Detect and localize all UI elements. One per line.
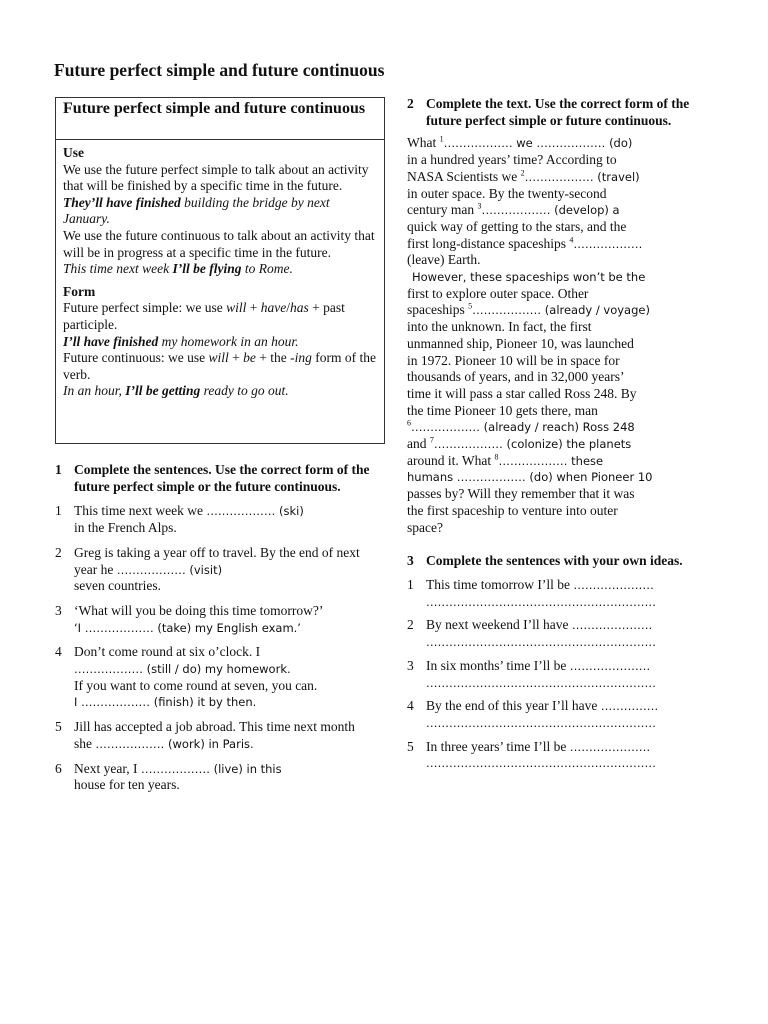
form-heading: Form (63, 283, 96, 299)
grammar-box (55, 97, 385, 444)
exercise-1-item: 3 ‘What will you be doing this time tomorrow?’ ‘I ……………… (take) my English exam.’ (55, 602, 324, 635)
use-text-2: We use the future continuous to talk about an activity that will be in progress at a specific time in the future. (63, 227, 375, 260)
example-1: They’ll have finished building the bridge by next January. (63, 194, 330, 227)
use-text-1: We use the future perfect simple to talk about an activity that will be finished by a specific time in the future. (63, 161, 369, 194)
exercise-3-item: 2 By next weekend I’ll have ………………… …………………………………………………… (407, 617, 656, 650)
exercise-3 (407, 577, 707, 772)
use-heading: Use (63, 145, 84, 160)
exercise-1-item: 4 Don’t come round at six o’clock. I ……………… (still / do) my homework. If you want to come round at seven, you can. I ……………… (finish) it by then. (55, 644, 318, 710)
exercise-3-item: 5 In three years’ time I’ll be ………………… …………………………………………………… (407, 738, 656, 771)
exercise-3-item: 4 By the end of this year I’ll have …………… …………………………………………………… (407, 698, 659, 730)
exercise-1-item: 2 Greg is taking a year off to travel. By the end of next year he ……………… (visit) seven countries. (55, 544, 360, 594)
example-4: In an hour, I’ll be getting ready to go out. (63, 383, 289, 399)
exercise-3-item: 1 This time tomorrow I’ll be ………………… …………………………………………………… (407, 576, 656, 609)
grammar-box-header: Future perfect simple and future continuous (56, 98, 384, 140)
form-text-1: Future perfect simple: we use will + have/has + past participle. (63, 300, 345, 332)
exercise-2-text: What $^1$……………… we ……………… (do) in a hundred years’ time? According to NASA Scientists we $^2$……………… (travel) in outer space. By the twenty-second century man $^3$……………… (develop) a quick way of getting to the stars, and the first long-distance spaceships $^4$……………… (leave) Earth. However, these spaceships won’t be the first to explore outer space. Other spaceships $^5$……………… (already / voyage) into the unknown. In fact, the first unmanned ship, Pioneer 10, was launched in 1972. Pioneer 10 will be in space for thousands of years, and in 32,000 years’ time it will pass a star called Ross 248. By the time Pioneer 10 gets there, man $^6$……………… (already / reach) Ross 248 and $^7$……………… (colonize) the planets around it. What $^8$……………… these humans ……………… (do) when Pioneer 10 passes by? Will they remember that it was the first spaceship to venture into outer space? (407, 134, 653, 535)
example-2: This time next week I’ll be flying to Rome. (63, 261, 293, 277)
exercise-1-item: 1 This time next week we ……………… (ski) in the French Alps. (55, 503, 304, 536)
form-text-2: Future continuous: we use will + be + the -ing form of the verb. (63, 350, 376, 382)
exercise-1-item: 6 Next year, I ……………… (live) in this house for ten years. (55, 760, 282, 793)
exercise-1-item: 5 Jill has accepted a job abroad. This time next month she ……………… (work) in Paris. (55, 719, 355, 751)
exercise-3-instruction: 3 Complete the sentences with your own ideas. (407, 553, 683, 569)
exercise-3-item: 3 In six months’ time I’ll be ………………… …………………………………………………… (407, 657, 656, 690)
page-title: Future perfect simple and future continuous (54, 60, 385, 80)
example-3: I’ll have finished my homework in an hour. (63, 333, 299, 349)
exercise-1-instruction: 1 Complete the sentences. Use the correct form of the future perfect simple or the future continuous. (55, 462, 370, 494)
exercise-2 (407, 96, 707, 772)
exercise-2-instruction: 2 Complete the text. Use the correct form of the future perfect simple or future continuous. (407, 96, 690, 128)
grammar-box-body (56, 140, 384, 400)
exercise-1 (55, 462, 370, 794)
